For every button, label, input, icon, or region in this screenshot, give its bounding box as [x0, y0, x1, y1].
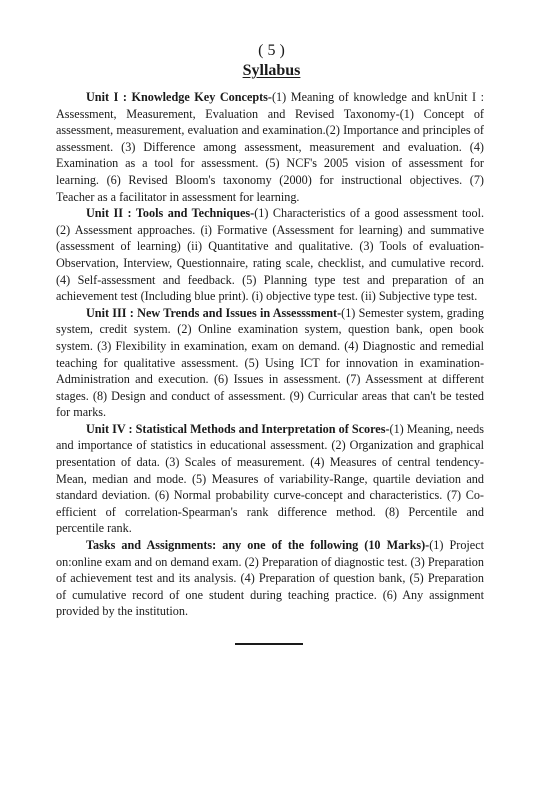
- section-text: (1) Project on:online exam and on demand exam. (2) Preparation of diagnostic test. (3) Preparation of achievement test and its analysis. (4) Preparation of question bank, (5) Preparation of cumulative record of one student during teaching practice. (6) Any assignment provided by the institution.: [56, 538, 485, 619]
- section-unit-1: [56, 89, 484, 205]
- section-heading: Unit II : Tools and Techniques-: [86, 206, 255, 221]
- section-heading: Unit III : New Trends and Issues in Assesssment-: [86, 305, 342, 320]
- section-text: (1) Semester system, grading system, credit system. (2) Online examination system, question bank, open book system. (3) Flexibility in examination, exam on demand. (4) Diagnostic and remedial teaching for qualitative assessment. (5) Using ICT for innovation in examination-Administration and execution. (6) Issues in assessment. (7) Assessment at different stages. (8) Design and conduct of assessment. (9) Curricular areas that can't be tested for marks.: [56, 305, 484, 420]
- end-divider: [235, 643, 303, 645]
- page-number: ( 5 ): [258, 42, 285, 59]
- section-text: (1) Meaning, needs and importance of statistics in educational assessment. (2) Organization and graphical presentation of data. (3) Scales of measurement. (4) Measures of central tendency-Mean, median and mode. (5) Measures of variability-Range, quartile deviation and standard deviation. (6) Normal probability curve-concept and characteristics. (7) Co-efficient of correlation-Spearman's rank difference method. (8) Percentile and percentile rank.: [56, 421, 484, 536]
- syllabus-body: [56, 89, 484, 620]
- section-text: (1) Characteristics of a good assessment tool. (2) Assessment approaches. (i) Formative (Assessment for learning) and summative (assessment of learning) (ii) Quantitative and qualitative. (3) Tools of evaluation-Observation, Interview, Questionnaire, rating scale, checklist, and cumulative record. (4) Self-assessment and feedback. (5) Planning type test and preparation of an achievement test (Including blue print). (i) objective type test. (ii) Subjective type test.: [56, 206, 485, 304]
- section-unit-4: [56, 421, 484, 537]
- section-unit-3: [56, 305, 484, 421]
- section-heading: Unit I : Knowledge Key Concepts-: [86, 90, 272, 104]
- section-tasks: [56, 537, 484, 620]
- page-title-text: Syllabus: [242, 62, 301, 79]
- section-heading: Unit IV : Statistical Methods and Interpretation of Scores-: [86, 421, 390, 436]
- page-title: [0, 62, 543, 80]
- section-unit-2: [56, 205, 484, 305]
- section-heading: Tasks and Assignments: any one of the following (10 Marks)-: [86, 538, 430, 553]
- section-text: (1) Meaning of knowledge and knUnit I : Assessment, Measurement, Evaluation and Revised Taxonomy-(1) Concept of assessment, measurement, evaluation and examination.(2) Importance and principles of assessment. (3) Difference among assessment, measurement and evaluation. (4) Examination as a tool for assessment. (5) NCF's 2005 vision of assessment for learning. (6) Revised Bloom's taxonomy (2000) for instructional objectives. (7) Teacher as a facilitator in assessment for learning.: [56, 90, 485, 204]
